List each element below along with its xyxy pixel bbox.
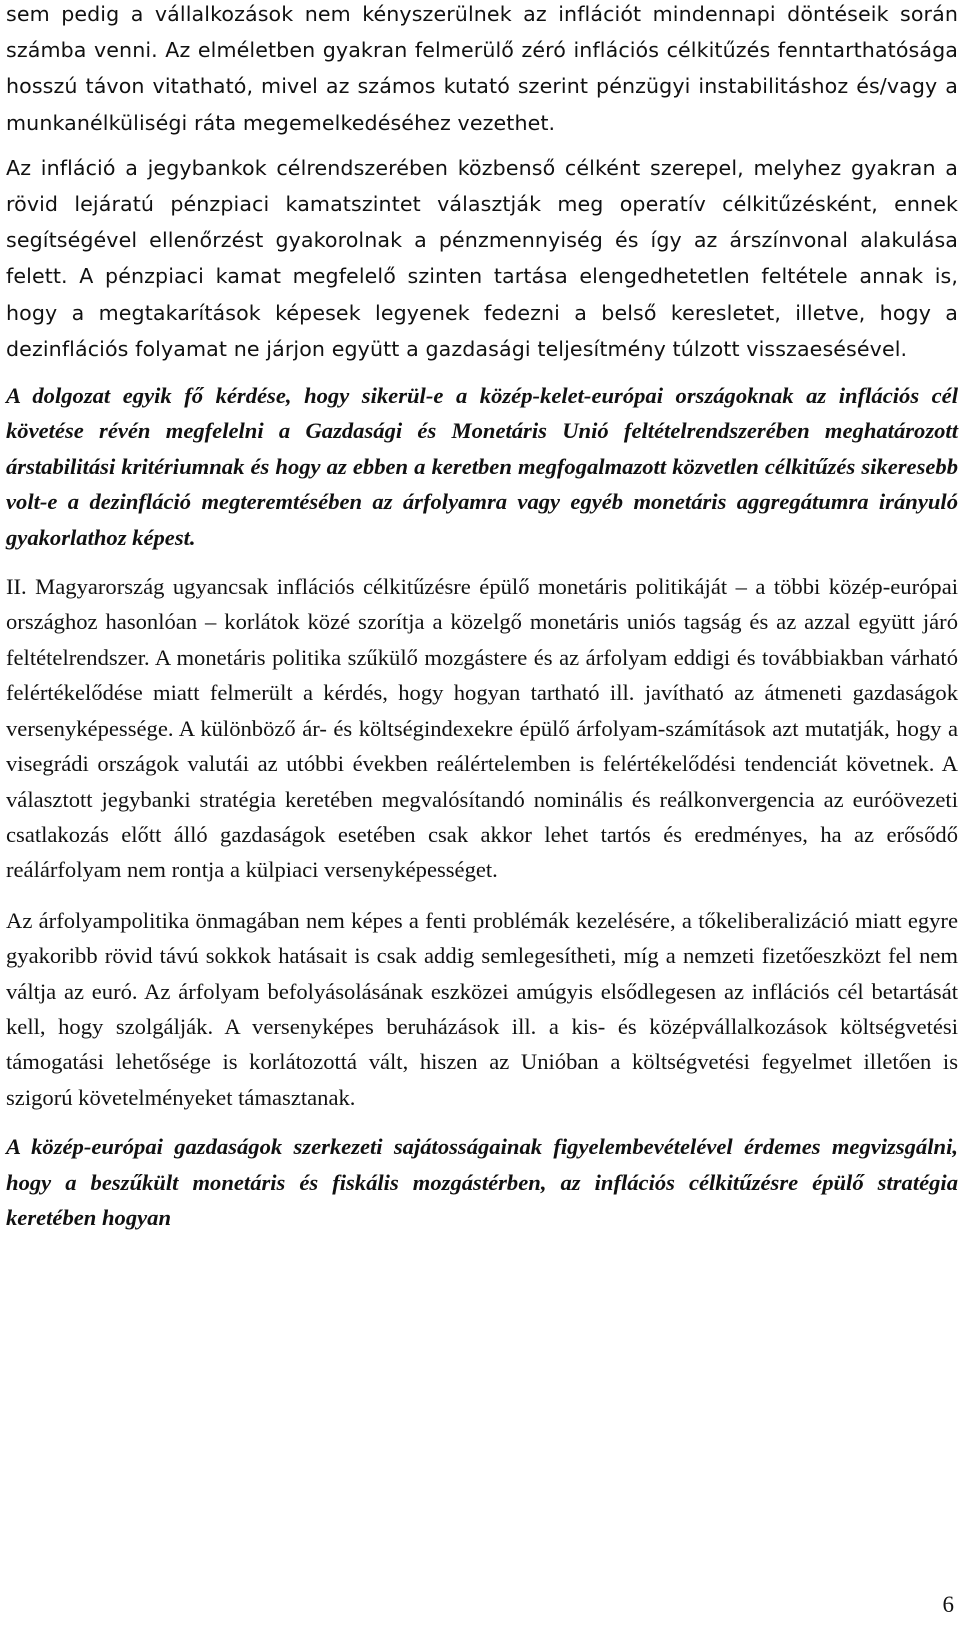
document-page — [6, 0, 958, 1235]
paragraph-central-bank-targets: Az infláció a jegybankok célrendszerében közbenső célként szerepel, melyhez gyakran a rövid lejáratú pénzpiaci kamatszintet választják meg operatív célkitűzésként, ennek segítségével ellenőrzést gyakorolnak a pénzmennyiség és így az árszínvonal alakulása felett. A pénzpiaci kamat megfelelő szinten tartása elengedhetetlen feltétele annak is, hogy a megtakarítások képesek legyenek fedezni a belső keresletet, illetve, hogy a dezinflációs folyamat ne járjon együtt a gazdasági teljesítmény túlzott visszaesésével. — [6, 155, 958, 361]
paragraph-zero-inflation: sem pedig a vállalkozások nem kényszerülnek az inflációt mindennapi döntéseik során számba venni. Az elméletben gyakran felmerülő zéró inflációs célkitűzés fenntarthatósága hosszú távon vitatható, mivel az számos kutató szerint pénzügyi instabilitáshoz és/vagy a munkanélküliségi ráta megemelkedéséhez vezethet. — [6, 2, 958, 135]
paragraph-structural-features: A közép-európai gazdaságok szerkezeti sajátosságainak figyelembevételével érdemes megvizsgálni, hogy a beszűkült monetáris és fiskális mozgástérben, az inflációs célkitűzésre épülő stratégia keretében hogyan — [6, 1134, 958, 1230]
paragraph-research-question: A dolgozat egyik fő kérdése, hogy sikerül-e a közép-kelet-európai országoknak az inflációs cél követése révén megfelelni a Gazdasági és Monetáris Unió feltételrendszerében meghatározott árstabilitási kritériumnak és hogy az ebben a keretben megfogalmazott közvetlen célkitűzés sikeresebb volt-e a dezinfláció megteremtésében az árfolyamra vagy egyéb monetáris aggregátumra irányuló gyakorlathoz képest. — [6, 383, 958, 550]
paragraph-exchange-rate-policy: Az árfolyampolitika önmagában nem képes a fenti problémák kezelésére, a tőkeliberalizáció miatt egyre gyakoribb rövid távú sokkok hatásait is csak addig semlegesítheti, míg a nemzeti fizetőeszközt fel nem váltja az euró. Az árfolyam befolyásolásának eszközei amúgyis elsődlegesen az inflációs cél betartását kell, hogy szolgálják. A versenyképes beruházások ill. a kis- és középvállalkozások költségvetési támogatási lehetősége is korlátozottá vált, hiszen az Unióban a költségvetési fegyelmet illetően is szigorú követelményeket támasztanak. — [6, 907, 958, 1110]
page-number: 6 — [942, 1592, 954, 1617]
paragraph-hungary-monetary-policy: II. Magyarország ugyancsak inflációs célkitűzésre épülő monetáris politikáját – a többi közép-európai országhoz hasonlóan – korlátok közé szorítja a közelgő monetáris uniós tagság és az azzal együtt járó feltételrendszer. A monetáris politika szűkülő mozgástere és az árfolyam eddigi és továbbiakban várható felértékelődése miatt felmerült a kérdés, hogy hogyan tartható ill. javítható az átmeneti gazdaságok versenyképessége. A különböző ár- és költségindexekre épülő árfolyam-számítások azt mutatják, hogy a visegrádi országok valutái az utóbbi években reálértelemben is felértékelődési tendenciát követnek. A választott jegybanki stratégia keretében megvalósítandó nominális és reálkonvergencia az euróövezeti csatlakozás előtt álló gazdaságok esetében csak akkor lehet tartós és eredményes, ha az erősődő reálárfolyam nem rontja a külpiaci versenyképességet. — [6, 574, 958, 883]
